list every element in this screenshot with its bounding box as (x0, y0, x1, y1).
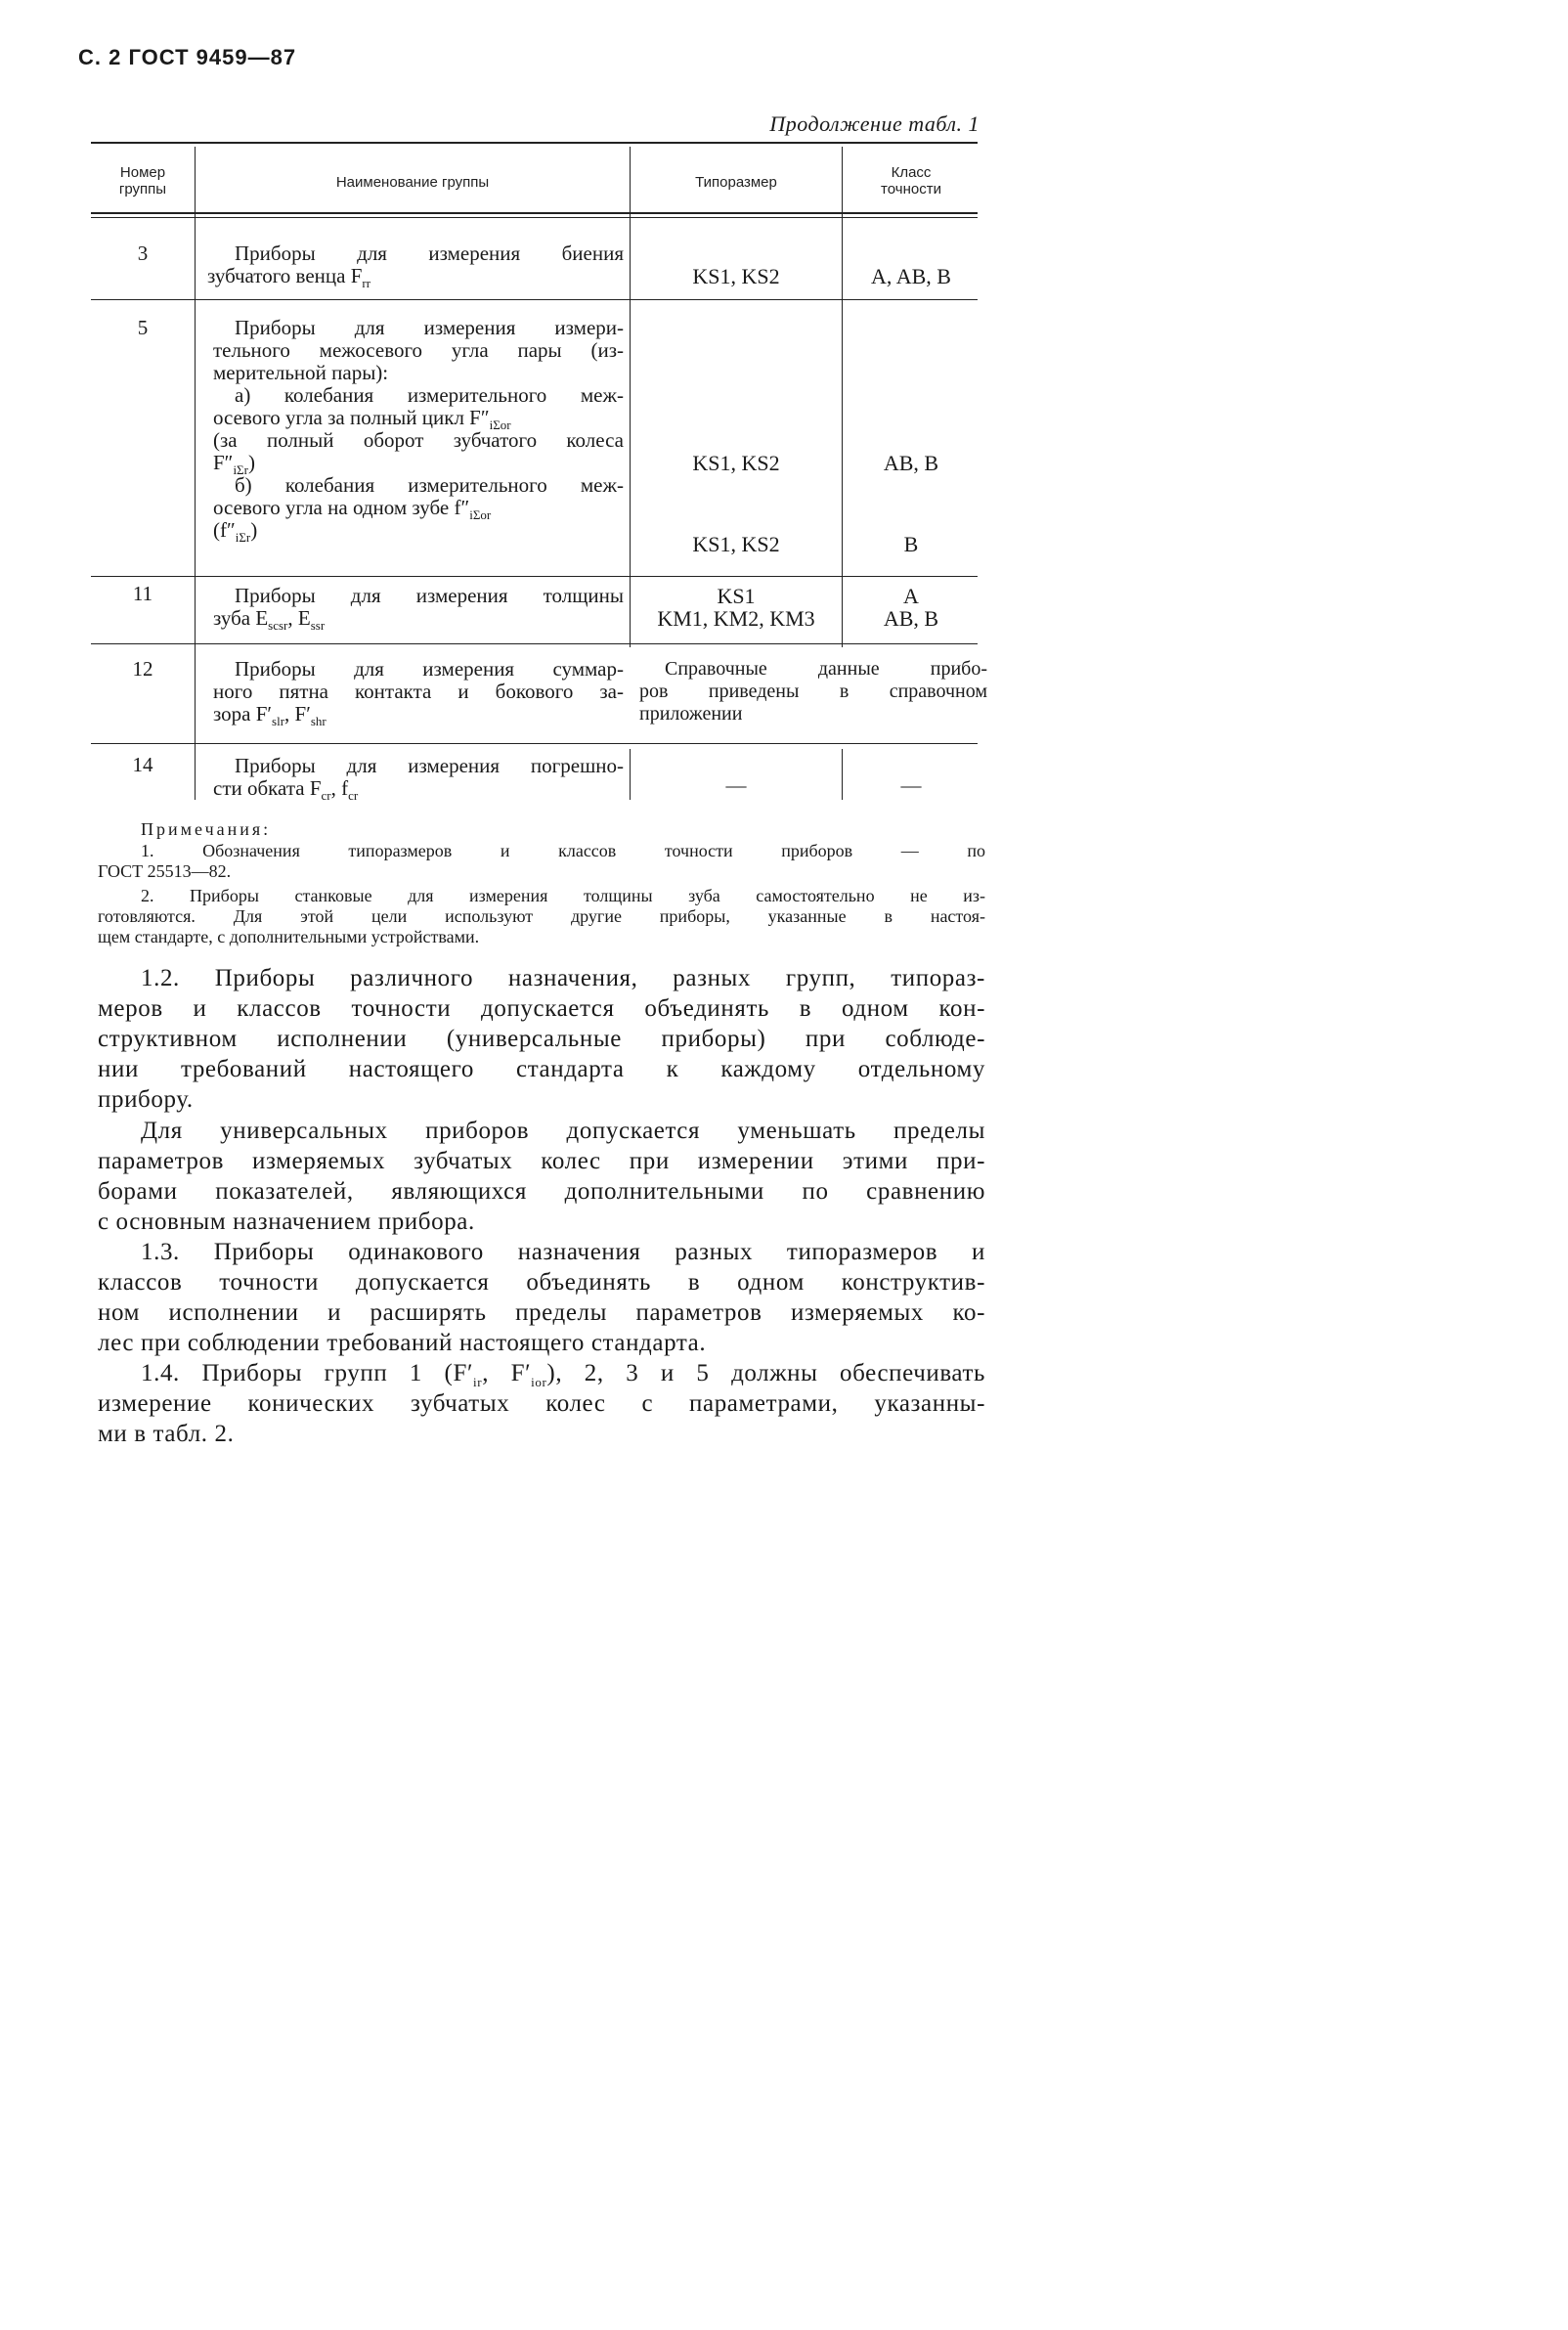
row-5-size-a: KS1, KS2 (692, 451, 780, 475)
row-5-class-a: AB, B (883, 451, 939, 475)
row-5-class-b: B (903, 532, 919, 556)
row-5-size-b: KS1, KS2 (692, 532, 780, 556)
row-14-size: — (725, 773, 747, 797)
note-1: 1. Обозначения типоразмеров и классов точности приборов — по (141, 841, 985, 860)
notes-title: Примечания: (141, 819, 272, 839)
table-continuation-label: Продолжение табл. 1 (769, 111, 980, 136)
row-5-number: 5 (137, 316, 149, 339)
note-2-end: щем стандарте, с дополнительными устройствами. (98, 927, 480, 946)
paragraph-1-4: 1.4. Приборы групп 1 ($F'_{ir}$, $F'_{ior}$), 2, 3 и 5 должны обеспечивать измерение конических зубчатых колес с параметрами, указанны- ми в табл. 2. (98, 1360, 985, 1447)
column-header-number: Номер группы (118, 164, 167, 198)
row-3-name: Приборы для измерения биения зубчатого венца $F_{rr}$ (207, 242, 624, 291)
row-14-name: Приборы для измерения погрешно- сти обката $F_{cr}$, $f_{cr}$ (213, 754, 624, 804)
column-header-name: Наименование группы (335, 174, 490, 191)
note-2: 2. Приборы станковые для измерения толщины зуба самостоятельно не из- (141, 886, 985, 905)
row-11-class: A AB, B (883, 584, 939, 631)
row-11-name: Приборы для измерения толщины зуба $E_{scsr}$, $E_{ssr}$ (213, 584, 624, 634)
paragraph-1-2: 1.2. Приборы различного назначения, разных групп, типораз- меров и классов точности допускается объединять в одном кон- структивном исполнении (универсальные приборы) при соблюде- нии требований настоящего стандарта к каждому отдельному прибору. (98, 965, 985, 1113)
column-header-class: Класс точности (881, 164, 941, 198)
notes-list (98, 841, 985, 947)
note-1-cont: ГОСТ 25513—82. (98, 861, 232, 881)
column-header-size: Типоразмер (695, 174, 777, 191)
row-3-number: 3 (137, 242, 149, 265)
row-12-number: 12 (132, 657, 153, 681)
row-3-size: KS1, KS2 (692, 264, 780, 288)
row-11-size: KS1 KM1, KM2, KM3 (657, 584, 815, 631)
note-2-cont: готовляются. Для этой цели используют другие приборы, указанные в настоя- (98, 906, 985, 926)
page-header: С. 2 ГОСТ 9459—87 (78, 45, 297, 69)
row-3-class: A, AB, B (871, 264, 951, 288)
row-12-reference-note: Справочные данные прибо- ров приведены в справочном приложении (639, 658, 987, 725)
paragraph-universal: Для универсальных приборов допускается уменьшать пределы параметров измеряемых зубчатых колес при измерении этими при- борами показателей, являющихся дополнительными по сравнению с основным назначением прибора. (98, 1118, 985, 1235)
row-12-name: Приборы для измерения суммар- ного пятна контакта и бокового за- зора $F'_{slr}$, $F'_{shr}$ (213, 657, 624, 729)
paragraph-1-3: 1.3. Приборы одинакового назначения разных типоразмеров и классов точности допускается объединять в одном конструктив- ном исполнении и расширять пределы параметров измеряемых ко- лес при соблюдении требований настоящего стандарта. (98, 1239, 985, 1356)
row-14-class: — (900, 773, 922, 797)
row-14-number: 14 (132, 753, 153, 776)
row-11-number: 11 (132, 582, 153, 605)
row-5-name: Приборы для измерения измери- тельного межосевого угла пары (из- мерительной пары): а) колебания измерительного меж- осевого угла за полный цикл $F''_{i\Sigma or}$ (за полный оборот зубчатого колеса $F''_{i\Sigma r}$) б) колебания измерительного меж- осевого угла на одном зубе $f''_{i\Sigma or}$ $(f''_{i\Sigma r})$ (213, 316, 624, 546)
